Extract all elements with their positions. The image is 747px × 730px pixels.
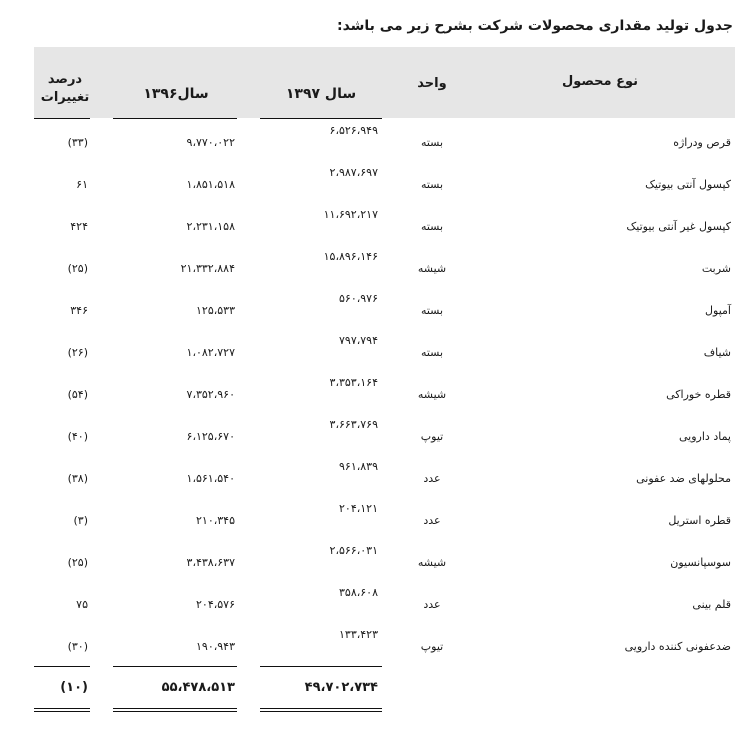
change-percent: (۵۴) (67, 388, 88, 401)
value-1397: ۲۰۴،۱۲۱ (339, 502, 378, 515)
change-percent: (۴۰) (67, 430, 88, 443)
value-1396: ۲،۲۳۱،۱۵۸ (186, 220, 235, 233)
total-1397: ۴۹،۷۰۲،۷۳۴ (304, 680, 378, 695)
value-1396: ۲۰۴،۵۷۶ (196, 598, 235, 611)
table-row (0, 118, 747, 160)
table-row (0, 244, 747, 286)
table-row (0, 202, 747, 244)
table-row (0, 328, 747, 370)
table-title: جدول تولید مقداری محصولات شرکت بشرح زیر می باشد: (336, 18, 733, 34)
total-rule-1397 (260, 666, 382, 667)
table-row (0, 580, 747, 622)
value-1397: ۲،۵۶۶،۰۳۱ (329, 544, 378, 557)
value-1397: ۹۶۱،۸۳۹ (339, 460, 378, 473)
product-name: محلولهای ضد عفونی (636, 472, 731, 485)
unit-cell: بسته (420, 304, 444, 317)
product-name: شیاف (703, 346, 731, 359)
product-name: سوسپانسیون (670, 556, 731, 569)
value-1396: ۱،۸۵۱،۵۱۸ (186, 178, 235, 191)
product-name: قطره استریل (668, 514, 731, 527)
change-percent: (۲۶) (67, 346, 88, 359)
unit-cell: عدد (423, 472, 441, 485)
change-percent: (۲۵) (67, 556, 88, 569)
unit-cell: عدد (423, 514, 441, 527)
total-rule-1396 (113, 666, 237, 667)
product-name: ضدعفونی کننده دارویی (624, 640, 731, 653)
unit-cell: تیوپ (420, 430, 444, 443)
product-name: کپسول غیر آنتی بیوتیک (626, 220, 731, 233)
value-1396: ۲۱۰،۳۴۵ (196, 514, 235, 527)
change-percent: (۳۸) (67, 472, 88, 485)
total-1396: ۵۵،۴۷۸،۵۱۳ (161, 680, 235, 695)
unit-cell: شیشه (417, 262, 447, 275)
table-row (0, 160, 747, 202)
value-1397: ۱۵،۸۹۶،۱۴۶ (323, 250, 378, 263)
table-row (0, 286, 747, 328)
total-change-percent: (۱۰) (60, 680, 88, 695)
value-1397: ۱۳۳،۴۲۳ (339, 628, 378, 641)
unit-cell: بسته (420, 220, 444, 233)
change-percent: (۳۳) (67, 136, 88, 149)
double-rule-1397-a (260, 708, 382, 709)
value-1397: ۵۶۰،۹۷۶ (339, 292, 378, 305)
unit-cell: بسته (420, 346, 444, 359)
unit-cell: تیوپ (420, 640, 444, 653)
value-1396: ۷،۳۵۲،۹۶۰ (186, 388, 235, 401)
total-rule-pct (34, 666, 90, 667)
value-1397: ۱۱،۶۹۲،۲۱۷ (323, 208, 378, 221)
header-year-1396: سال۱۳۹۶ (143, 86, 209, 102)
value-1396: ۶،۱۲۵،۶۷۰ (186, 430, 235, 443)
value-1397: ۶،۵۲۶،۹۴۹ (329, 124, 378, 137)
header-year-1397: سال ۱۳۹۷ (285, 86, 357, 102)
unit-cell: بسته (420, 178, 444, 191)
value-1396: ۱،۰۸۲،۷۲۷ (186, 346, 235, 359)
double-rule-pct-a (34, 708, 90, 709)
value-1397: ۲،۹۸۷،۶۹۷ (329, 166, 378, 179)
unit-cell: شیشه (417, 556, 447, 569)
table-row (0, 496, 747, 538)
unit-cell: شیشه (417, 388, 447, 401)
product-name: پماد دارویی (679, 430, 731, 443)
product-name: قرص ودراژه (673, 136, 731, 149)
value-1396: ۱۹۰،۹۴۳ (196, 640, 235, 653)
header-unit: واحد (417, 76, 447, 91)
header-product: نوع محصول (561, 74, 639, 89)
table-row (0, 454, 747, 496)
table-row (0, 538, 747, 580)
change-percent: (۳) (73, 514, 88, 527)
change-percent: ۳۴۶ (70, 304, 88, 317)
value-1396: ۹،۷۷۰،۰۲۲ (186, 136, 235, 149)
value-1396: ۲۱،۳۳۲،۸۸۴ (180, 262, 235, 275)
product-name: آمپول (705, 304, 731, 317)
product-name: قلم بینی (692, 598, 731, 611)
change-percent: ۷۵ (76, 598, 88, 611)
unit-cell: بسته (420, 136, 444, 149)
table-row (0, 370, 747, 412)
product-name: قطره خوراکی (666, 388, 731, 401)
change-percent: (۳۰) (67, 640, 88, 653)
value-1396: ۱۲۵،۵۳۳ (196, 304, 235, 317)
value-1396: ۳،۴۳۸،۶۳۷ (186, 556, 235, 569)
header-change-percent-line1: درصد (47, 72, 83, 87)
product-name: کپسول آنتی بیوتیک (645, 178, 731, 191)
unit-cell: عدد (423, 598, 441, 611)
change-percent: ۶۱ (76, 178, 88, 191)
change-percent: ۴۲۴ (70, 220, 88, 233)
double-rule-1397-b (260, 711, 382, 712)
product-name: شربت (701, 262, 731, 275)
double-rule-1396-b (113, 711, 237, 712)
value-1396: ۱،۵۶۱،۵۴۰ (186, 472, 235, 485)
value-1397: ۳۵۸،۶۰۸ (339, 586, 378, 599)
double-rule-pct-b (34, 711, 90, 712)
double-rule-1396-a (113, 708, 237, 709)
change-percent: (۲۵) (67, 262, 88, 275)
header-change-percent-line2: تغییرات (40, 90, 90, 105)
value-1397: ۳،۶۶۳،۷۶۹ (329, 418, 378, 431)
value-1397: ۳،۳۵۳،۱۶۴ (329, 376, 378, 389)
table-row (0, 622, 747, 664)
table-row (0, 412, 747, 454)
value-1397: ۷۹۷،۷۹۴ (339, 334, 378, 347)
